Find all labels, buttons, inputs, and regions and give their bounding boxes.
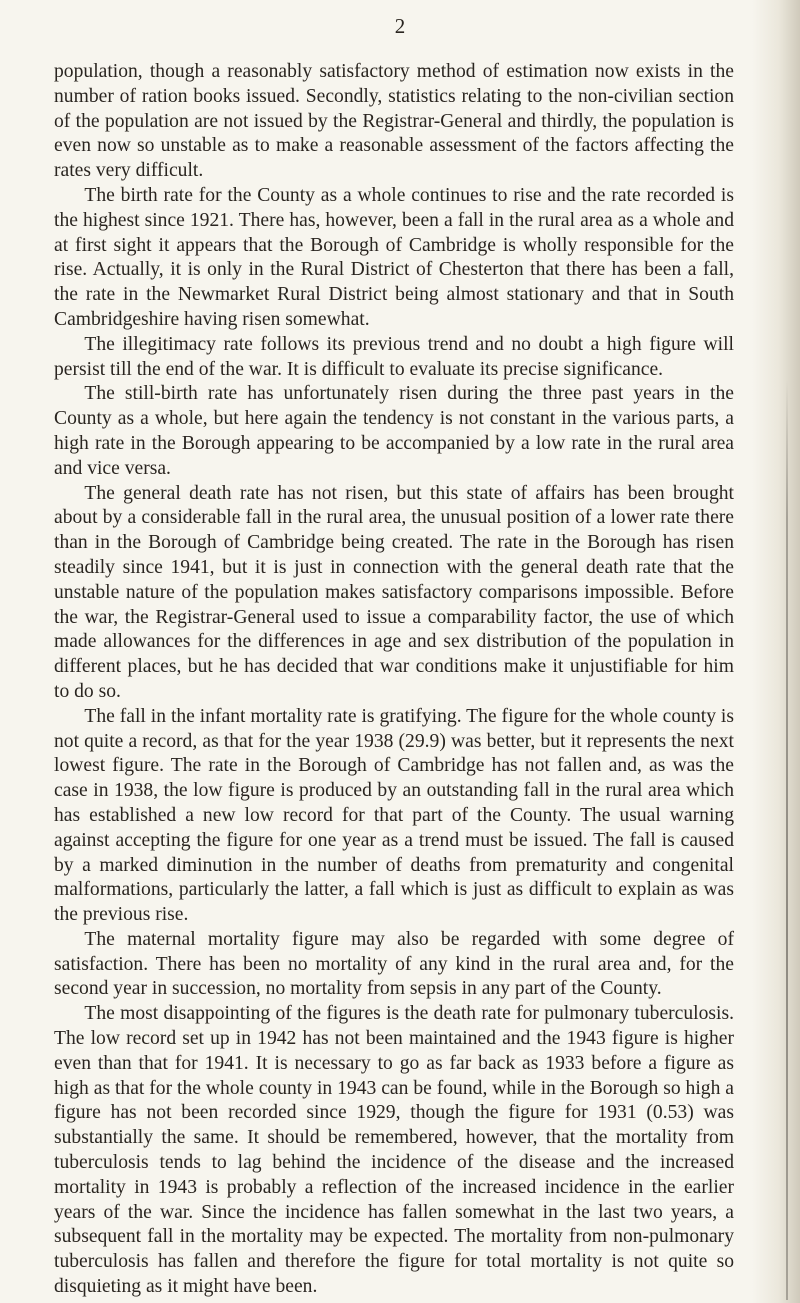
body-text: [54, 60, 734, 1300]
page-edge-line: [786, 380, 788, 1300]
paragraph-tuberculosis: The most disappointing of the figures is the death rate for pulmonary tuberculosis. The low record set up in 1942 has not been maintained and the 1943 figure is higher even than that for 1941. It is necessary to go as far back as 1933 before a figure as high as that for the whole county in 1943 can be found, while in the Borough so high a figure has not been recorded since 1929, though the figure for 1931 (0.53) was substantially the same. It should be remembered, however, that the mortality from tuberculosis tends to lag behind the incidence of the disease and the increased mortality in 1943 is probably a reflection of the increased incidence in the earlier years of the war. Since the incidence has fallen somewhat in the last two years, a subsequent fall in the mortality may be expected. The mortality from non-pulmonary tuberculosis has fallen and therefore the figure for total mortality is not quite so disquieting as it might have been.: [54, 1003, 734, 1298]
paragraph-illegitimacy-rate: The illegitimacy rate follows its previous trend and no doubt a high figure will persist till the end of the war. It is difficult to evaluate its precise significance.: [54, 333, 734, 380]
paragraph-population-estimation: population, though a reasonably satisfactory method of estimation now exists in the number of ration books issued. Secondly, statistics relating to the non-civilian section of the population are not issued by the Registrar-General and thirdly, the population is even now so unstable as to make a reasonable assessment of the factors affecting the rates very difficult.: [54, 61, 734, 182]
paragraph-birth-rate: The birth rate for the County as a whole continues to rise and the rate recorded is the highest since 1921. There has, however, been a fall in the rural area as a whole and at first sight it appears that the Borough of Cambridge is wholly responsible for the rise. Actually, it is only in the Rural District of Chesterton that there has been a fall, the rate in the Newmarket Rural District being almost stationary and that in South Cambridgeshire having risen somewhat.: [54, 184, 734, 330]
paragraph-infant-mortality: The fall in the infant mortality rate is gratifying. The figure for the whole county is not quite a record, as that for the year 1938 (29.9) was better, but it represents the next lowest figure. The rate in the Borough of Cambridge has not fallen and, as was the case in 1938, the low figure is produced by an outstanding fall in the rural area which has established a new low record for that part of the County. The usual warning against accepting the figure for one year as a trend must be issued. The fall is caused by a marked diminution in the number of deaths from prematurity and congenital malformations, particularly the latter, a fall which is just as difficult to explain as was the previous rise.: [54, 705, 734, 926]
paragraph-still-birth-rate: The still-birth rate has unfortunately risen during the three past years in the County as a whole, but here again the tendency is not constant in the various parts, a high rate in the Borough appearing to be accompanied by a low rate in the rural area and vice versa.: [54, 383, 734, 479]
page-edge-shadow: [752, 0, 800, 1303]
page-number: 2: [394, 14, 406, 38]
paragraph-general-death-rate: The general death rate has not risen, but this state of affairs has been brought about by a considerable fall in the rural area, the unusual position of a lower rate there than in the Borough of Cambridge being created. The rate in the Borough has risen steadily since 1941, but it is just in connection with the general death rate that the unstable nature of the population makes satisfactory comparisons impossible. Before the war, the Registrar-General used to issue a comparability factor, the use of which made allowances for the differences in age and sex distribution of the population in different places, but he has decided that war conditions make it unjustifiable for him to do so.: [54, 482, 734, 702]
paragraph-maternal-mortality: The maternal mortality figure may also be regarded with some degree of satisfaction. There has been no mortality of any kind in the rural area and, for the second year in succession, no mortality from sepsis in any part of the County.: [54, 928, 734, 1000]
